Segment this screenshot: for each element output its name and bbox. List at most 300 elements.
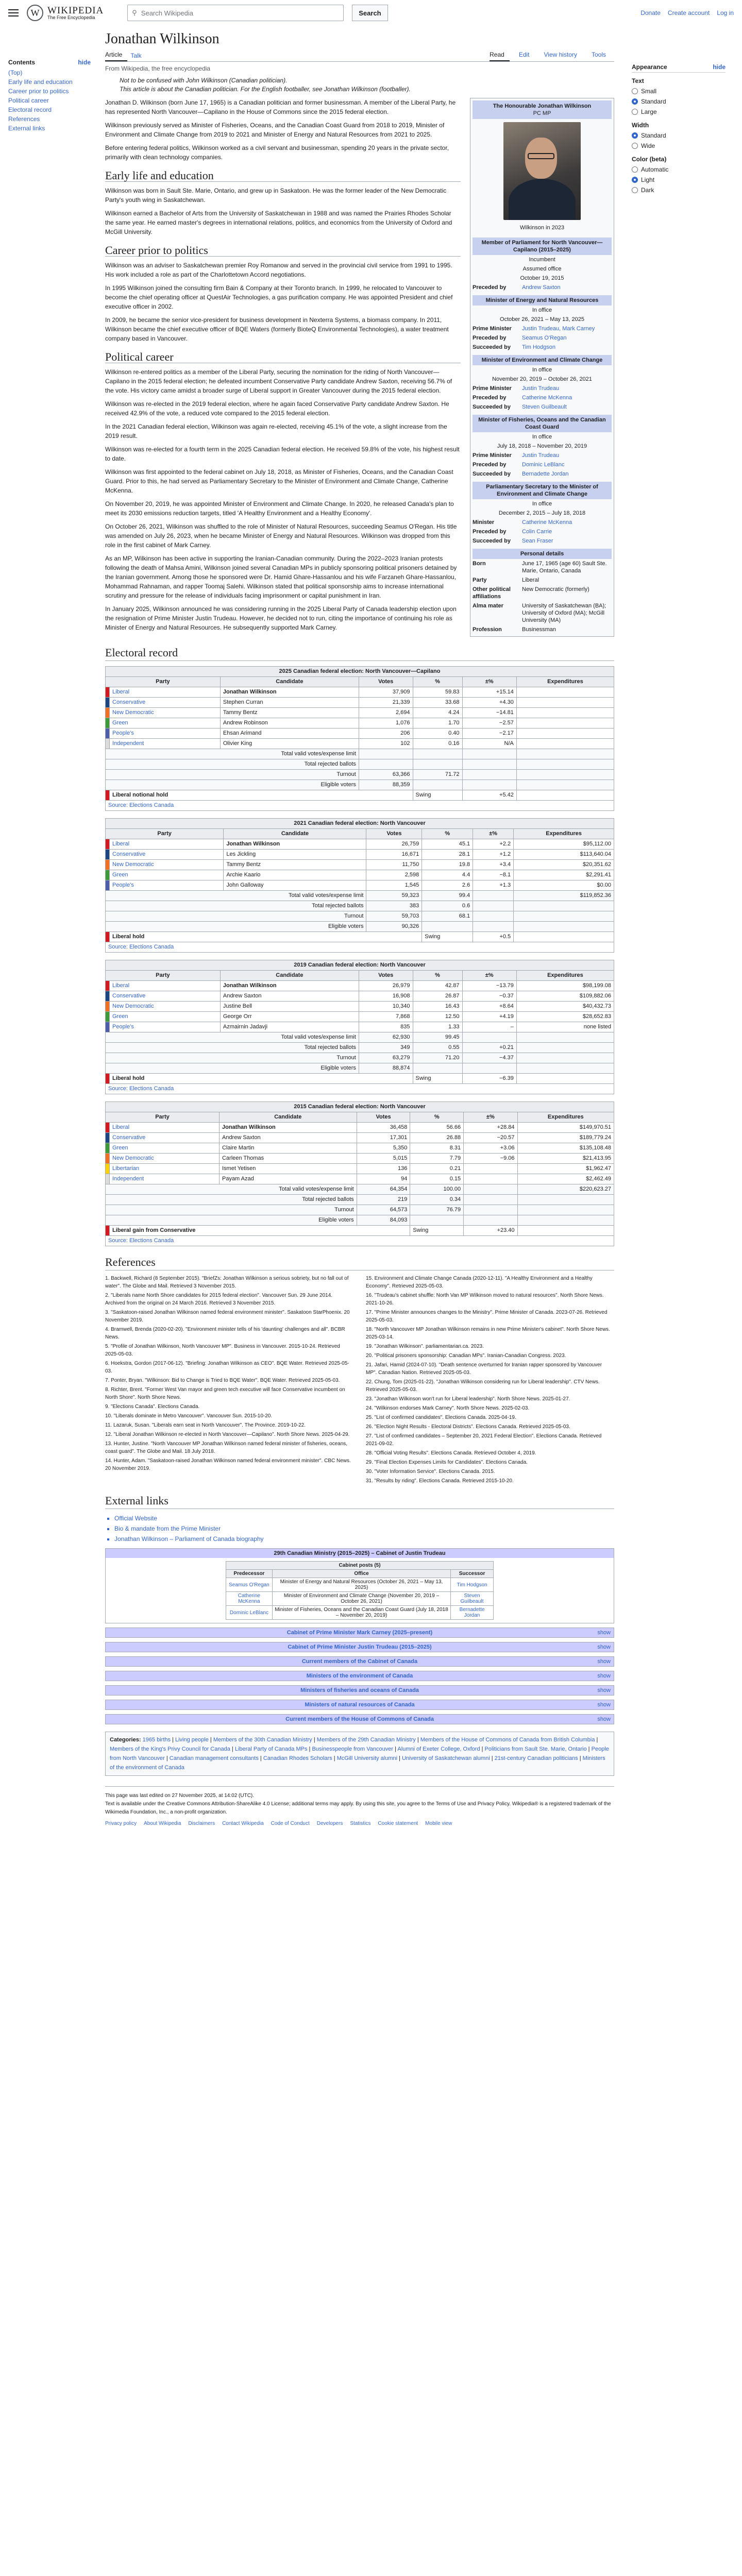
totals-value [516, 1032, 614, 1043]
navbox-cabinet-of-prime-minister-justin-trudeau-2015-2025 [105, 1642, 614, 1652]
radio-icon [632, 109, 638, 115]
column-header: % [413, 677, 462, 687]
office-row [473, 384, 612, 393]
navbox-show-button[interactable]: show [597, 1687, 611, 1693]
totals-value [359, 749, 413, 759]
totals-value [516, 770, 614, 780]
navbox-header [106, 1642, 614, 1652]
totals-value: 219 [357, 1195, 410, 1205]
category-link[interactable]: Canadian Rhodes Scholars [263, 1755, 332, 1761]
office-row-value[interactable]: Colin Carrie [522, 529, 552, 535]
totals-value [473, 891, 514, 901]
navbox-title[interactable]: Ministers of natural resources of Canada [305, 1702, 415, 1708]
tab-tools[interactable]: Tools [591, 51, 606, 58]
log-in-link[interactable]: Log in [717, 9, 734, 16]
source-row [106, 801, 614, 811]
text-size-large-option[interactable] [632, 107, 726, 117]
navbox-show-button[interactable]: show [597, 1658, 611, 1665]
external-link[interactable]: ▪ Jonathan Wilkinson – Parliament of Canada biography [114, 1534, 614, 1544]
section-paragraph: Wilkinson was re-elected in the 2019 federal election, where he again faced Conservative Party candidate Andrew Saxton. He received 42.9% of the vote, a reduced vote compared to the 2015 federal election. [105, 400, 449, 417]
navbox-header [106, 1715, 614, 1724]
party-cell[interactable]: New Democratic [110, 1154, 220, 1164]
totals-label: Total rejected ballots [106, 1195, 357, 1205]
source-cell[interactable]: Source: Elections Canada [106, 801, 614, 811]
radio-icon [632, 88, 638, 94]
totals-value [464, 1205, 517, 1215]
totals-value [516, 780, 614, 790]
votes-cell: 17,301 [357, 1133, 410, 1143]
office-row-label: Succeeded by [473, 471, 511, 477]
cabinet-person[interactable]: Seamus O'Regan [226, 1578, 273, 1592]
section-paragraph: In January 2025, Wilkinson announced he was considering running in the 2025 Liberal Party of Canada leadership election upon the resignation of Prime Minister Justin Trudeau. However, he decided not to run, citing the importance of continuing his role as Minister of Energy and Natural Resources. He subsequently supported Mark Carney. [105, 605, 457, 631]
radio-icon [632, 166, 638, 173]
navbox-title[interactable]: Ministers of fisheries and oceans of Canada [300, 1687, 419, 1693]
footer-link-about-wikipedia[interactable]: About Wikipedia [144, 1821, 181, 1826]
totals-label: Turnout [106, 770, 359, 780]
expenditure-cell [516, 687, 614, 698]
office-row-value[interactable]: Sean Fraser [522, 538, 553, 544]
section-paragraph: In the 2021 Canadian federal election, Wilkinson was again re-elected, receiving 45.1% of the vote, a slight increase from the 2019 result. [105, 423, 447, 439]
color-dark-option[interactable] [632, 185, 726, 195]
votes-cell: 16,908 [359, 991, 413, 1002]
category-separator: | [586, 1746, 592, 1752]
category-separator: | [397, 1755, 402, 1761]
main-menu-icon[interactable] [8, 9, 19, 16]
votes-cell: 835 [359, 1022, 413, 1032]
reference-item: 7. Ponter, Bryan. "Wilkinson: Bid to Change is Tried to BQE Water". BQE Water. Retrieved 2025-05-03. [105, 1378, 340, 1383]
personal-row-label: Party [473, 577, 487, 583]
expenditure-cell: $21,413.95 [517, 1154, 614, 1164]
tab-article[interactable]: Article [105, 51, 127, 61]
percent-cell: 1.70 [413, 718, 462, 728]
option-label: Large [641, 108, 657, 115]
toc-hide-button[interactable]: hide [78, 59, 91, 66]
category-link[interactable]: Members of the King's Privy Council for Canada [110, 1746, 230, 1752]
reference-item: 17. "Prime Minister announces changes to the Ministry". Prime Minister of Canada. 2023-07-26. Retrieved 2025-05-03. [366, 1310, 608, 1323]
cabinet-office[interactable]: Minister of Energy and Natural Resources (October 26, 2021 – May 13, 2025) [272, 1578, 450, 1592]
tab-view-history[interactable]: View history [544, 51, 577, 58]
party-color-swatch [106, 708, 110, 718]
main-content [91, 26, 622, 1833]
category-link[interactable]: Alumni of Exeter College, Oxford [397, 1746, 480, 1752]
tab-edit[interactable]: Edit [518, 51, 530, 58]
office-row-value[interactable]: Dominic LeBlanc [522, 462, 565, 468]
column-header: % [410, 1112, 464, 1123]
source-cell[interactable]: Source: Elections Canada [106, 942, 614, 953]
column-header: ±% [464, 1112, 517, 1123]
table-row [106, 1174, 614, 1184]
electoral-record-heading: Electoral record [105, 646, 614, 661]
party-cell[interactable]: New Democratic [110, 708, 221, 718]
totals-row [106, 1195, 614, 1205]
party-cell[interactable]: Green [110, 1143, 220, 1154]
search-input[interactable]: ⚲ Search Wikipedia [127, 5, 344, 21]
election-table-title[interactable]: 2019 Canadian federal election: North Vancouver [106, 960, 614, 971]
totals-row [106, 922, 614, 932]
article-body [105, 94, 461, 636]
cabinet-person[interactable]: Bernadette Jordan [451, 1606, 494, 1620]
candidate-cell: Stephen Curran [220, 698, 359, 708]
option-label: Wide [641, 142, 655, 149]
party-cell[interactable]: People's [110, 728, 221, 739]
section-paragraph: On November 20, 2019, he was appointed Minister of Environment and Climate Change. In 2020, he released Canada's plan to meet its 2030 emissions reduction targets, titled 'A Healthy Environment and a Healthy Economy'. [105, 500, 454, 517]
cabinet-person[interactable]: Catherine McKenna [226, 1592, 273, 1606]
party-color-swatch [106, 1226, 110, 1236]
party-color-swatch [106, 698, 110, 708]
personal-row-label: Born [473, 561, 486, 567]
external-link[interactable]: ▪ Official Website [114, 1513, 614, 1523]
cabinet-office[interactable]: Minister of Fisheries, Oceans and the Canadian Coast Guard (July 18, 2018 – November 20, 2019) [272, 1606, 450, 1620]
percent-cell: 45.1 [422, 839, 473, 850]
totals-value [413, 759, 462, 770]
expenditure-cell: $189,779.24 [517, 1133, 614, 1143]
totals-value: 90,326 [366, 922, 422, 932]
party-color-swatch [106, 790, 110, 801]
category-link[interactable]: University of Saskatchewan alumni [402, 1755, 490, 1761]
category-link[interactable]: 1965 births [142, 1737, 171, 1743]
totals-value: 62,930 [359, 1032, 413, 1043]
personal-row-value: New Democratic (formerly) [522, 586, 589, 592]
totals-value [517, 1195, 614, 1205]
office-row-label: Succeeded by [473, 404, 511, 410]
party-color-swatch [106, 1133, 110, 1143]
result-label: Liberal notional hold [110, 790, 413, 801]
cabinet-person[interactable]: Steven Guilbeault [451, 1592, 494, 1606]
expenditure-cell: $28,652.83 [516, 1012, 614, 1022]
office-row-value[interactable]: Justin Trudeau [522, 452, 560, 459]
navbox-show-button[interactable]: show [597, 1630, 611, 1636]
column-header: Party [106, 829, 224, 839]
office-row-value[interactable]: Justin Trudeau [522, 385, 560, 392]
totals-value [514, 922, 614, 932]
party-color-swatch [106, 1012, 110, 1022]
change-cell: +1.2 [473, 850, 514, 860]
toc-item-top[interactable]: (Top) [8, 69, 23, 76]
totals-value: 84,093 [357, 1215, 410, 1226]
change-cell: −2.57 [462, 718, 516, 728]
cabinet-office[interactable]: Minister of Environment and Climate Change (November 20, 2019 – October 26, 2021) [272, 1592, 450, 1606]
reference-item: 9. "Elections Canada". Elections Canada. [105, 1404, 200, 1410]
navbox-title[interactable]: Current members of the Cabinet of Canada [301, 1658, 418, 1665]
search-button[interactable]: Search [352, 5, 387, 21]
totals-label: Eligible voters [106, 922, 366, 932]
table-row [106, 687, 614, 698]
candidate-cell: Ehsan Arimand [220, 728, 359, 739]
cabinet-person[interactable]: Tim Hodgson [451, 1578, 494, 1592]
category-link[interactable]: People from North Vancouver [110, 1746, 609, 1761]
section-paragraph: Wilkinson was re-elected for a fourth term in the 2025 Canadian federal election. He received 59.8% of the vote, his highest result to date. [105, 446, 460, 462]
result-row [106, 1226, 614, 1236]
expenditure-cell: $135,108.48 [517, 1143, 614, 1154]
category-link[interactable]: Ministers of the environment of Canada [110, 1755, 605, 1771]
personal-row [473, 559, 612, 575]
category-link[interactable]: Members of the House of Commons of Canada from British Columbia [420, 1737, 595, 1743]
party-cell[interactable]: Green [110, 718, 221, 728]
change-cell: +1.3 [473, 880, 514, 891]
navbox-current-members-of-the-house-of-commons-of-canada [105, 1714, 614, 1724]
wikipedia-logo[interactable] [27, 5, 104, 21]
source-cell[interactable]: Source: Elections Canada [106, 1236, 614, 1246]
category-link[interactable]: Politicians from Sault Ste. Marie, Ontario [484, 1746, 587, 1752]
party-cell[interactable]: Conservative [110, 1133, 220, 1143]
candidate-cell: Ismet Yetisen [219, 1164, 357, 1174]
footer-link-statistics[interactable]: Statistics [350, 1821, 371, 1826]
color-light-option[interactable] [632, 175, 726, 185]
office-header: Minister of Environment and Climate Change [473, 355, 612, 365]
office-header: Minister of Fisheries, Oceans and the Canadian Coast Guard [473, 415, 612, 432]
radio-icon [632, 177, 638, 183]
column-header: Expenditures [516, 677, 614, 687]
expenditure-cell: $40,432.73 [516, 1002, 614, 1012]
totals-label: Turnout [106, 911, 366, 922]
expenditure-cell: $98,199.08 [516, 981, 614, 991]
category-link[interactable]: Living people [175, 1737, 209, 1743]
navbox-title[interactable]: Cabinet of Prime Minister Mark Carney (2025–present) [286, 1630, 433, 1636]
election-table-title[interactable]: 2025 Canadian federal election: North Vancouver—Capilano [106, 667, 614, 677]
section-paragraph: As an MP, Wilkinson has been active in supporting the Iranian-Canadian community. During the 2022–2023 Iranian protests following the death of Mahsa Amini, Wilkinson joined several Canadian MPs in publicly sponsoring political prisoners detained by the Iranian government. Among those he sponsored were Dr. Hamid Ghare-Hassanlou and his wife Farzaneh Ghare-Hassanlou, Mohammad Rahnaman, and rapper Toomaj Salehi. Wilkinson stated that political sponsorship aims to increase international scrutiny and pressure for the release of individuals facing imprisonment or capital punishment in Iran. [105, 555, 457, 599]
totals-value [462, 759, 516, 770]
page-tabs [105, 49, 614, 62]
totals-label: Eligible voters [106, 1063, 359, 1074]
option-label: Light [641, 176, 655, 183]
party-cell[interactable]: Conservative [110, 850, 224, 860]
party-cell[interactable]: Independent [110, 1174, 220, 1184]
totals-value [473, 901, 514, 911]
column-header: ±% [473, 829, 514, 839]
create-account-link[interactable]: Create account [667, 9, 710, 16]
categories-box [105, 1732, 614, 1776]
source-cell[interactable]: Source: Elections Canada [106, 1084, 614, 1094]
office-row [473, 333, 612, 343]
toc-item-career-prior-to-politics[interactable]: Career prior to politics [8, 88, 69, 95]
radio-icon [632, 187, 638, 193]
toc-item-early-life-and-education[interactable]: Early life and education [8, 78, 73, 86]
section-heading-career-prior-to-politics: Career prior to politics [105, 246, 461, 257]
change-cell: +15.14 [462, 687, 516, 698]
party-cell[interactable]: Liberal [110, 1123, 220, 1133]
election-table-title[interactable]: 2021 Canadian federal election: North Vancouver [106, 819, 614, 829]
candidate-cell: George Orr [220, 1012, 359, 1022]
office-row-value[interactable]: Andrew Saxton [522, 284, 561, 291]
navbox-title[interactable]: Current members of the House of Commons of Canada [285, 1716, 434, 1722]
candidate-cell: Jonathan Wilkinson [220, 687, 359, 698]
tab-talk[interactable]: Talk [130, 52, 142, 59]
party-color-swatch [106, 880, 110, 891]
party-color-swatch [106, 860, 110, 870]
party-cell[interactable]: People's [110, 880, 224, 891]
party-cell[interactable]: New Democratic [110, 1002, 221, 1012]
party-cell[interactable]: Liberal [110, 687, 221, 698]
office-row-value[interactable]: Steven Guilbeault [522, 404, 567, 410]
office-term: December 2, 2015 – July 18, 2018 [498, 510, 586, 516]
category-link[interactable]: Members of the 29th Canadian Ministry [316, 1737, 416, 1743]
office-row-label: Preceded by [473, 529, 507, 535]
navbox-show-button[interactable]: show [597, 1716, 611, 1722]
party-cell[interactable]: Green [110, 870, 224, 880]
office-term: July 18, 2018 – November 20, 2019 [497, 443, 587, 449]
reference-item: 14. Hunter, Adam. "Saskatoon-raised Jonathan Wilkinson named federal environment minister". CBC News. 20 November 2019. [105, 1458, 351, 1471]
footer-link-disclaimers[interactable]: Disclaimers [188, 1821, 215, 1826]
result-label: Liberal gain from Conservative [110, 1226, 410, 1236]
category-link[interactable]: Businesspeople from Vancouver [312, 1746, 393, 1752]
footer-link-privacy-policy[interactable]: Privacy policy [105, 1821, 137, 1826]
party-cell[interactable]: People's [110, 1022, 221, 1032]
expenditure-cell: $20,351.62 [514, 860, 614, 870]
result-label: Liberal hold [110, 932, 422, 942]
footer-link-mobile-view[interactable]: Mobile view [425, 1821, 452, 1826]
swing-value: +23.40 [464, 1226, 517, 1236]
office-row-label: Prime Minister [473, 326, 512, 332]
office-row-value[interactable]: Tim Hodgson [522, 344, 556, 350]
totals-label: Total valid votes/expense limit [106, 891, 366, 901]
party-cell[interactable]: Libertarian [110, 1164, 220, 1174]
navbox-title[interactable]: Cabinet of Prime Minister Justin Trudeau (2015–2025) [288, 1644, 432, 1650]
toc-item-political-career[interactable]: Political career [8, 97, 49, 104]
swing-label: Swing [422, 932, 473, 942]
category-separator: | [307, 1746, 312, 1752]
change-cell: −9.06 [464, 1154, 517, 1164]
navbox-title[interactable]: Ministers of the environment of Canada [306, 1673, 413, 1679]
toc-item-references[interactable]: References [8, 115, 40, 123]
votes-cell: 1,076 [359, 718, 413, 728]
percent-cell: 4.24 [413, 708, 462, 718]
table-row [106, 1022, 614, 1032]
totals-row [106, 1032, 614, 1043]
category-separator: | [595, 1737, 598, 1743]
election-table-title[interactable]: 2015 Canadian federal election: North Vancouver [106, 1102, 614, 1112]
office-term: November 20, 2019 – October 26, 2021 [492, 376, 592, 382]
navbox-show-button[interactable]: show [597, 1673, 611, 1679]
candidate-cell: Archie Kaario [224, 870, 366, 880]
donate-link[interactable]: Donate [640, 9, 661, 16]
toc-item-electoral-record[interactable]: Electoral record [8, 106, 52, 113]
office-row-value[interactable]: Catherine McKenna [522, 395, 572, 401]
source-row [106, 1084, 614, 1094]
source-row [106, 942, 614, 953]
office-term: In office [532, 307, 552, 313]
section-paragraph: Wilkinson was first appointed to the federal cabinet on July 18, 2018, as Minister of Fisheries, Oceans, and the Canadian Coast Guard. Prior to this, he had served as Parliamentary Secretary to the Minister of Environment and Climate Change, Catherine McKenna. [105, 468, 453, 494]
footer: This page was last edited on 27 November 2025, at 14:02 (UTC). Text is available under the Creative Commons Attribution-ShareAlike 4.0 License; additional terms may apply. By using this site, you agree to the Terms of Use and Privacy Policy. Wikipedia® is a registered trademark of the Wikimedia Foundation, Inc., a non-profit organization. Privacy policy About Wikipedia Disclaimers Contact Wikipedia Code of Conduct Developers Statistics Cookie statement Mobile view [105, 1786, 614, 1833]
totals-value [464, 1184, 517, 1195]
column-header: Party [106, 971, 221, 981]
totals-value: 63,279 [359, 1053, 413, 1063]
totals-value [462, 749, 516, 759]
party-cell[interactable]: New Democratic [110, 860, 224, 870]
party-cell[interactable]: Conservative [110, 698, 221, 708]
footer-link-developers[interactable]: Developers [316, 1821, 343, 1826]
reference-item: 16. "Trudeau's cabinet shuffle: North Van MP Wilkinson moved to natural resources". North Shore News. 2021-10-26. [366, 1293, 604, 1306]
table-row [106, 880, 614, 891]
text-size-small-option[interactable] [632, 86, 726, 96]
votes-cell: 26,759 [366, 839, 422, 850]
totals-label: Total rejected ballots [106, 901, 366, 911]
external-link[interactable]: ▪ Bio & mandate from the Prime Minister [114, 1523, 614, 1534]
percent-cell: 59.83 [413, 687, 462, 698]
source-row [106, 1236, 614, 1246]
width-standard-option[interactable] [632, 130, 726, 141]
totals-value [516, 759, 614, 770]
votes-cell: 37,909 [359, 687, 413, 698]
totals-label: Total valid votes/expense limit [106, 1032, 359, 1043]
totals-value: 349 [359, 1043, 413, 1053]
totals-value [413, 1063, 462, 1074]
swing-label: Swing [413, 790, 462, 801]
navbox-show-button[interactable]: show [597, 1702, 611, 1708]
reference-item: 15. Environment and Climate Change Canada (2020-12-11). "A Healthy Environment and a Healthy Economy". Retrieved 2025-05-03. [366, 1276, 593, 1289]
category-link[interactable]: McGill University alumni [336, 1755, 398, 1761]
reference-item: 1. Backwell, Richard (8 September 2015). "BriefZs: Jonathan Wilkinson a serious sobriety, but no fall out of water". The Globe and Mail. Retrieved 3 November 2015. [105, 1276, 349, 1289]
footer-link-cookie-statement[interactable]: Cookie statement [378, 1821, 418, 1826]
party-color-swatch [106, 687, 110, 698]
office-row-value[interactable]: Justin Trudeau, Mark Carney [522, 326, 595, 332]
column-header: Candidate [220, 677, 359, 687]
cabinet-person[interactable]: Dominic LeBlanc [226, 1606, 273, 1620]
references-heading: References [105, 1256, 614, 1270]
reference-item: 19. "Jonathan Wilkinson". parliamentarian.ca. 2023. [366, 1344, 484, 1349]
votes-cell: 2,598 [366, 870, 422, 880]
totals-value [422, 922, 473, 932]
text-size-standard-option[interactable] [632, 96, 726, 107]
table-row [106, 1133, 614, 1143]
width-wide-option[interactable] [632, 141, 726, 151]
change-cell: −14.81 [462, 708, 516, 718]
category-link[interactable]: Members of the 30th Canadian Ministry [213, 1737, 312, 1743]
office-row-value[interactable]: Seamus O'Regan [522, 335, 567, 341]
category-separator: | [208, 1737, 213, 1743]
swing-value: +5.42 [462, 790, 516, 801]
percent-cell: 56.66 [410, 1123, 464, 1133]
totals-value: 71.72 [413, 770, 462, 780]
percent-cell: 8.31 [410, 1143, 464, 1154]
candidate-cell: Payam Azad [219, 1174, 357, 1184]
table-row [106, 860, 614, 870]
party-cell[interactable]: Green [110, 1012, 221, 1022]
category-link[interactable]: Liberal Party of Canada MPs [234, 1746, 308, 1752]
party-cell[interactable]: Liberal [110, 981, 221, 991]
footer-link-contact-wikipedia[interactable]: Contact Wikipedia [222, 1821, 264, 1826]
office-row-value[interactable]: Catherine McKenna [522, 519, 572, 526]
office-row [473, 283, 612, 292]
votes-cell: 7,868 [359, 1012, 413, 1022]
section-paragraph: In 1995 Wilkinson joined the consulting firm Bain & Company at their Toronto branch. In 1999, he relocated to Vancouver to become the chief operating officer at QuestAir Technologies, a gas purification company. He was appointed President and chief executive officer in 2002. [105, 284, 453, 310]
votes-cell: 5,350 [357, 1143, 410, 1154]
footer-link-code-of-conduct[interactable]: Code of Conduct [271, 1821, 310, 1826]
totals-value [516, 1043, 614, 1053]
navbox-show-button[interactable]: show [597, 1644, 611, 1650]
party-cell[interactable]: Liberal [110, 839, 224, 850]
personal-row [473, 585, 612, 601]
toc-item-external-links[interactable]: External links [8, 125, 45, 132]
appearance-hide-button[interactable]: hide [713, 63, 726, 71]
cabinet-row [226, 1606, 494, 1620]
category-link[interactable]: 21st-century Canadian politicians [494, 1755, 578, 1761]
personal-row-value: June 17, 1965 (age 60) Sault Ste. Marie, Ontario, Canada [522, 561, 607, 574]
category-link[interactable]: Canadian management consultants [169, 1755, 259, 1761]
totals-value: 99.45 [413, 1032, 462, 1043]
table-row [106, 1154, 614, 1164]
totals-value [516, 749, 614, 759]
office-row-value[interactable]: Bernadette Jordan [522, 471, 569, 477]
party-cell[interactable]: Conservative [110, 991, 221, 1002]
candidate-cell: Andrew Saxton [220, 991, 359, 1002]
totals-row [106, 891, 614, 901]
party-cell[interactable]: Independent [110, 739, 221, 749]
tab-read[interactable]: Read [490, 51, 510, 61]
totals-value [462, 780, 516, 790]
table-row [106, 981, 614, 991]
color-automatic-option[interactable] [632, 164, 726, 175]
totals-label: Total rejected ballots [106, 759, 359, 770]
